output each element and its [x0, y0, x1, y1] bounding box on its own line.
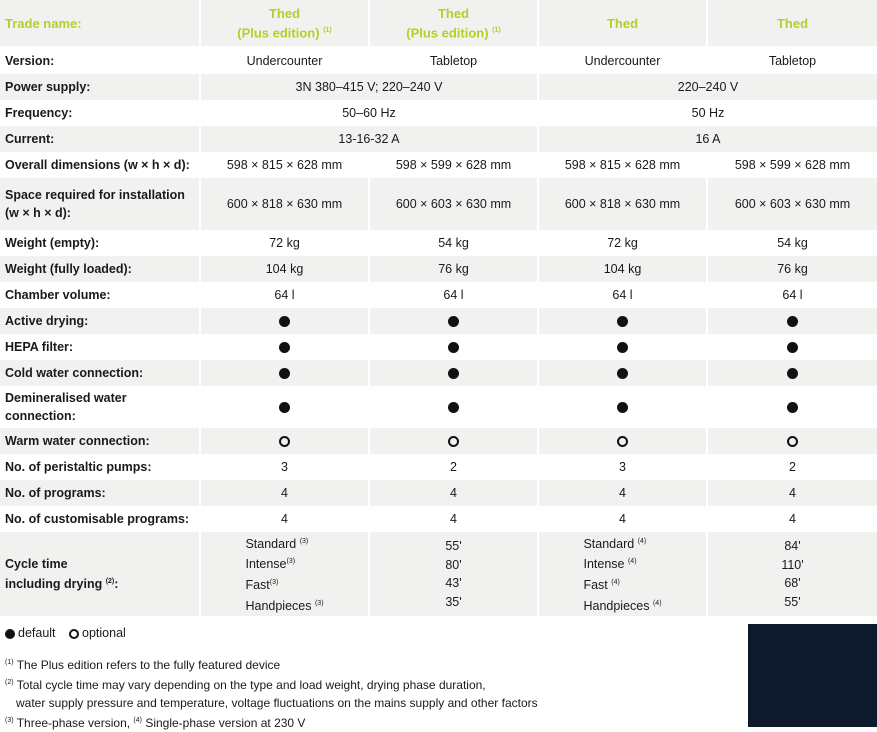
footnote-mark: (3) [286, 558, 296, 566]
cell: 76 kg [369, 256, 538, 282]
cycle-program-list [245, 533, 323, 616]
filled-dot-icon [448, 368, 459, 379]
cell [538, 532, 707, 616]
col-1-name: Thed [268, 5, 301, 21]
cell: 600 × 603 × 630 mm [369, 178, 538, 230]
footnote-mark: (4) [652, 599, 662, 607]
legend [5, 626, 126, 640]
hollow-circle-icon [787, 436, 798, 447]
row-label: Weight (fully loaded): [0, 256, 200, 282]
filled-dot-icon [787, 368, 798, 379]
cell [538, 360, 707, 386]
program-name: Fast [583, 578, 608, 593]
dark-panel [748, 624, 877, 727]
row-label: Weight (empty): [0, 230, 200, 256]
cycle-program [583, 595, 661, 616]
cell: 64 l [200, 282, 369, 308]
cycle-time-value: 68' [784, 576, 801, 590]
filled-dot-icon [5, 629, 15, 639]
footnote-text: The Plus edition refers to the fully featured device [16, 658, 281, 672]
filled-dot-icon [617, 342, 628, 353]
program-name: Standard [245, 536, 297, 551]
footnote-text: Single-phase version at 230 V [145, 716, 306, 730]
cell [200, 334, 369, 360]
cell [200, 308, 369, 334]
cycle-time-value: 80' [445, 557, 462, 572]
filled-dot-icon [279, 342, 290, 353]
cycle-program [245, 553, 323, 574]
row-label-line: Cycle time [5, 556, 68, 571]
row-label: No. of programs: [0, 480, 200, 506]
cell: 3N 380–415 V; 220–240 V [200, 74, 538, 100]
cycle-program-list [583, 533, 661, 616]
cell: 4 [707, 506, 877, 532]
legend-optional-label: optional [82, 626, 126, 640]
cell [707, 532, 877, 616]
filled-dot-icon [617, 368, 628, 379]
program-name: Intense [245, 557, 287, 572]
cell: 16 A [538, 126, 877, 152]
cell: 4 [538, 480, 707, 506]
row-label: Warm water connection: [0, 428, 200, 454]
footnote-mark: (3) [299, 537, 309, 545]
row-label [0, 386, 200, 428]
footnote-mark: (1) [5, 659, 14, 666]
cell [707, 428, 877, 454]
row-custom-programs [0, 506, 877, 532]
footnote-mark: (3) [314, 599, 324, 607]
cell: 4 [538, 506, 707, 532]
cell [200, 360, 369, 386]
col-header-1 [200, 0, 369, 47]
footnote-2-cont: water supply pressure and temperature, voltage fluctuations on the mains supply and other factors [16, 696, 538, 710]
cell: 4 [369, 506, 538, 532]
row-label: Active drying: [0, 308, 200, 334]
cell: 104 kg [200, 256, 369, 282]
footnote-1 [5, 654, 538, 674]
cell: 104 kg [538, 256, 707, 282]
cell: 3 [200, 454, 369, 480]
cycle-time-list [445, 537, 461, 611]
row-cycle-time [0, 532, 877, 616]
cell: 64 l [369, 282, 538, 308]
cell: 54 kg [369, 230, 538, 256]
row-label: Cold water connection: [0, 360, 200, 386]
filled-dot-icon [279, 402, 290, 413]
cell: 13-16-32 A [200, 126, 538, 152]
row-label: Power supply: [0, 74, 200, 100]
filled-dot-icon [448, 342, 459, 353]
col-2-sub: (Plus edition) [406, 25, 489, 41]
cell: 4 [200, 480, 369, 506]
row-label [0, 532, 200, 616]
cell: 220–240 V [538, 74, 877, 100]
cell [200, 428, 369, 454]
cell [200, 532, 369, 616]
label-colon: : [114, 577, 119, 592]
cell [538, 334, 707, 360]
filled-dot-icon [279, 368, 290, 379]
header-row [0, 0, 877, 47]
legend-default-label: default [18, 626, 56, 640]
cycle-program [245, 574, 323, 595]
row-cold-water [0, 360, 877, 386]
footnote-mark: (4) [611, 579, 620, 586]
cell: 4 [369, 480, 538, 506]
hollow-circle-icon [448, 436, 459, 447]
hollow-circle-icon [279, 436, 290, 447]
filled-dot-icon [279, 316, 290, 327]
row-label-line: connection: [5, 409, 76, 423]
cell [707, 386, 877, 428]
cell: 64 l [538, 282, 707, 308]
cell: 3 [538, 454, 707, 480]
cell: 50–60 Hz [200, 100, 538, 126]
cell: 598 × 599 × 628 mm [707, 152, 877, 178]
cell [538, 386, 707, 428]
filled-dot-icon [787, 342, 798, 353]
cell: Tabletop [369, 47, 538, 74]
cell [369, 386, 538, 428]
cell: 76 kg [707, 256, 877, 282]
cell: 2 [707, 454, 877, 480]
cycle-program [583, 533, 661, 554]
cycle-program [583, 553, 661, 574]
row-label-line: Demineralised water [5, 391, 127, 405]
row-space [0, 178, 877, 230]
program-name: Intense [583, 557, 625, 572]
cell: 598 × 599 × 628 mm [369, 152, 538, 178]
row-label: Frequency: [0, 100, 200, 126]
cycle-time-value: 55' [445, 539, 462, 553]
row-current [0, 126, 877, 152]
footnote-mark: (4) [637, 537, 647, 545]
row-label: Current: [0, 126, 200, 152]
footnote-2 [5, 674, 538, 694]
cell [369, 334, 538, 360]
col-2-note: (1) [492, 26, 501, 34]
cell: 598 × 815 × 628 mm [200, 152, 369, 178]
cell [538, 428, 707, 454]
footnote-3-4 [5, 712, 538, 732]
cell: 72 kg [538, 230, 707, 256]
cell: 4 [200, 506, 369, 532]
col-1-sub: (Plus edition) [237, 25, 320, 41]
col-1-note: (1) [323, 26, 332, 34]
row-label-line: including drying [5, 577, 103, 592]
footnote-text: Total cycle time may vary depending on the type and load weight, drying phase duration, [16, 678, 486, 692]
cell [369, 532, 538, 616]
cell [538, 308, 707, 334]
cell [707, 308, 877, 334]
row-programs [0, 480, 877, 506]
cell: 64 l [707, 282, 877, 308]
row-weight-full [0, 256, 877, 282]
filled-dot-icon [448, 402, 459, 413]
row-label: Version: [0, 47, 200, 74]
cell: 54 kg [707, 230, 877, 256]
cell: 600 × 818 × 630 mm [538, 178, 707, 230]
row-hepa [0, 334, 877, 360]
cell [369, 360, 538, 386]
cell [707, 360, 877, 386]
row-label: HEPA filter: [0, 334, 200, 360]
filled-dot-icon [617, 316, 628, 327]
cell [707, 334, 877, 360]
hollow-circle-icon [69, 629, 79, 639]
footnote-mark: (4) [133, 717, 142, 724]
program-name: Standard [583, 536, 635, 551]
program-name: Handpieces [583, 598, 650, 613]
cycle-program [245, 533, 323, 554]
cell: 600 × 603 × 630 mm [707, 178, 877, 230]
row-label: Overall dimensions (w × h × d): [0, 152, 200, 178]
row-label: No. of customisable programs: [0, 506, 200, 532]
cycle-time-value: 43' [445, 576, 462, 590]
cycle-program [245, 595, 323, 616]
cycle-time-list [781, 537, 803, 611]
hollow-circle-icon [617, 436, 628, 447]
row-dimensions [0, 152, 877, 178]
filled-dot-icon [787, 316, 798, 327]
cell [369, 428, 538, 454]
footnote-mark: (2) [105, 577, 115, 585]
row-demin [0, 386, 877, 428]
cycle-time-value: 110' [781, 557, 804, 572]
cycle-program [583, 574, 661, 595]
row-weight-empty [0, 230, 877, 256]
cell: 2 [369, 454, 538, 480]
col-2-name: Thed [437, 5, 470, 21]
row-warm-water [0, 428, 877, 454]
cycle-time-value: 55' [784, 594, 801, 609]
cell: Tabletop [707, 47, 877, 74]
cell: 598 × 815 × 628 mm [538, 152, 707, 178]
row-label-line: (w × h × d): [5, 206, 71, 220]
filled-dot-icon [448, 316, 459, 327]
row-version [0, 47, 877, 74]
row-power [0, 74, 877, 100]
footnotes [5, 654, 538, 732]
col-header-3: Thed [538, 0, 707, 47]
cell: Undercounter [538, 47, 707, 74]
footnote-mark: (3) [269, 579, 279, 586]
filled-dot-icon [617, 402, 628, 413]
cell: 4 [707, 480, 877, 506]
footnote-text: Three-phase version, [16, 716, 131, 730]
program-name: Fast [245, 578, 270, 593]
row-label-line: Space required for installation [5, 188, 185, 202]
cell [369, 308, 538, 334]
cell: Undercounter [200, 47, 369, 74]
cell: 72 kg [200, 230, 369, 256]
trade-name-label: Trade name: [0, 0, 200, 47]
footnote-mark: (3) [5, 717, 14, 724]
col-header-4: Thed [707, 0, 877, 47]
cycle-time-value: 35' [445, 594, 462, 609]
row-label: Chamber volume: [0, 282, 200, 308]
cycle-time-value: 84' [784, 539, 801, 553]
col-header-2 [369, 0, 538, 47]
row-chamber [0, 282, 877, 308]
row-active-drying [0, 308, 877, 334]
cell: 50 Hz [538, 100, 877, 126]
cell: 600 × 818 × 630 mm [200, 178, 369, 230]
row-frequency [0, 100, 877, 126]
row-label: No. of peristaltic pumps: [0, 454, 200, 480]
footnote-mark: (4) [627, 558, 637, 566]
program-name: Handpieces [245, 598, 312, 613]
filled-dot-icon [787, 402, 798, 413]
footnote-mark: (2) [5, 679, 14, 686]
row-pumps [0, 454, 877, 480]
row-label [0, 178, 200, 230]
cell [200, 386, 369, 428]
